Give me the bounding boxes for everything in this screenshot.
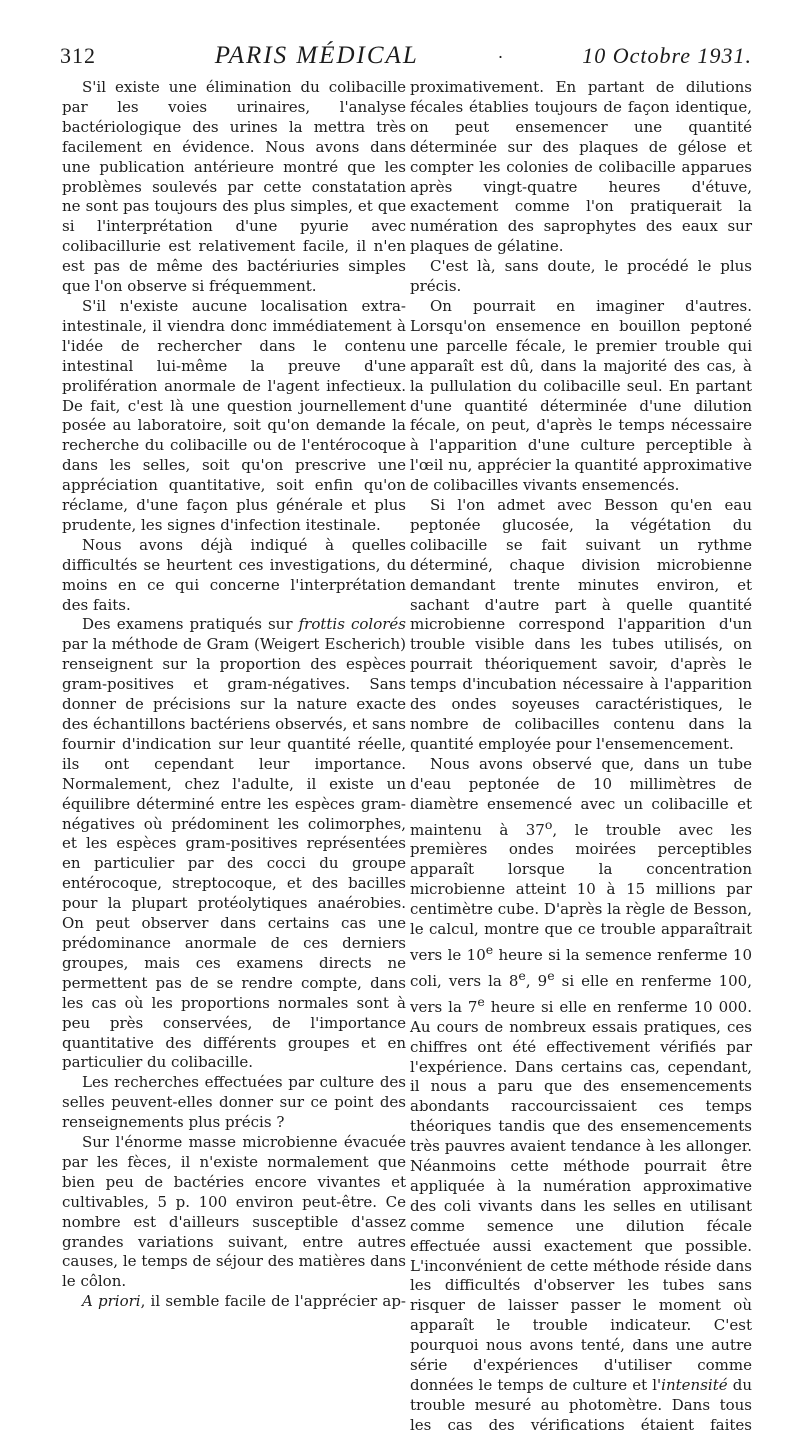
issue-date: 10 Octobre 1931. [582, 43, 752, 68]
italic-term: A priori [82, 1292, 141, 1311]
text-run: heure si la semence renferme 10 coli, vers la 8 [410, 945, 752, 990]
superscript: e [547, 967, 555, 983]
paragraph: S'il existe une élimination du colibacille par les voies urinaires, l'analyse bactériologique des urines la mettra très facilement en évidence. Nous avons dans une publication antérieure montré que les problèmes soulevés par cette constatation ne sont pas toujours des plus simples, et que si l'interprétation d'une pyurie avec colibacillurie est relativement facile, il n'en est pas de même des bactériuries simples que l'on observe si fréquemment. [62, 78, 406, 296]
paragraph: Nous avons déjà indiqué à quelles difficultés se heurtent ces investigations, du moins en ce qui concerne l'interprétation des faits. [62, 535, 406, 614]
text-run: par la méthode de Gram (Weigert Escherich) renseignent sur la proportion des espèces gram-positives et gram-négatives. Sans donner de précisions sur la nature exacte des échantillons bactériens observés, et sans fournir d'indication sur leur quantité réelle, ils ont cependant leur importance. Normalement, chez l'adulte, il existe un équilibre déterminé entre les espèces gram-négatives où prédominent les colimorphes, et les espèces gram-positives représentées en particulier par des cocci du groupe entérocoque, streptocoque, et des bacilles pour la plupart protéolytiques anaérobies. On peut observer dans certains cas une prédominance anormale de ces derniers groupes, mais ces examens directs ne permettent pas de se rendre compte, dans les cas où les proportions normales sont à peu près conservées, de l'importance quantitative des différents groupes et en particulier du colibacille. [62, 635, 406, 1072]
right-column [410, 78, 752, 1436]
text-run: heure si elle en renferme 10 000. Au cours de nombreux essais pratiques, ces chiffres ont été effectivement vérifiés par l'expérience. Dans certains cas, cependant, il nous a paru que des ensemencements abondants raccourcissaient ces temps théoriques tandis que des ensemencements très pauvres avaient tendance à les allonger. Néanmoins cette méthode pourrait être appliquée à la numération approximative des coli vivants dans les selles en utilisant comme semence une dilution fécale effectuée aussi exactement que possible. L'inconvénient de cette méthode réside dans les difficultés d'observer les tubes sans risquer de laisser passer le moment où apparaît le trouble indicateur. C'est pourquoi nous avons tenté, dans une autre série d'expériences d'utiliser comme données le temps de culture et l' [410, 997, 752, 1394]
superscript: e [485, 941, 494, 957]
page-number: 312 [60, 43, 96, 68]
paragraph: C'est là, sans doute, le procédé le plus précis. [410, 257, 752, 296]
running-header [60, 42, 752, 74]
paragraph [62, 615, 406, 1073]
paragraph: Les recherches effectuées par culture des selles peuvent-elles donner sur ce point des renseignements plus précis ? [62, 1073, 406, 1132]
text-run: , le trouble avec les premières ondes moirées perceptibles apparaît lorsque la concentration microbienne atteint 10 à 15 millions par centimètre cube. D'après la règle de Besson, le calcul, montre que ce trouble apparaîtrait vers le 10 [410, 820, 753, 964]
text-run: du trouble mesuré au photomètre. Dans tous les cas des vérifications étaient faites [410, 1376, 752, 1434]
superscript: e [477, 993, 485, 1009]
paragraph: proximativement. En partant de dilutions fécales établies toujours de façon identique, on peut ensemencer une quantité déterminée sur des plaques de gélose et compter les colonies de colibacille apparues après vingt-quatre heures d'étuve, exactement comme l'on pratiquerait la numération des saprophytes des eaux sur plaques de gélatine. [410, 78, 752, 256]
superscript: o [544, 816, 553, 832]
italic-term: frottis colorés [298, 615, 406, 634]
superscript: e [518, 967, 526, 983]
paragraph [62, 1292, 406, 1312]
italic-term: intensité [661, 1376, 728, 1394]
paragraph: S'il n'existe aucune localisation extra-intestinale, il viendra donc immédiatement à l'idée de rechercher dans le contenu intestinal lui-même la preuve d'une prolifération anormale de l'agent infectieux. De fait, c'est là une question journellement posée au laboratoire, soit qu'on demande la recherche du colibacille ou de l'entérocoque dans les selles, soit qu'on prescrive une appréciation quantitative, soit enfin qu'on réclame, d'une façon plus générale et plus prudente, les signes d'infection itestinale. [62, 296, 406, 534]
paragraph: On pourrait en imaginer d'autres. Lorsqu'on ensemence en bouillon peptoné une parcelle fécale, le premier trouble qui apparaît est dû, dans la majorité des cas, à la pullulation du colibacille seul. En partant d'une quantité déterminée d'une dilution fécale, on peut, d'après le temps nécessaire à l'apparition d'une culture perceptible à l'œil nu, apprécier la quantité approximative de colibacilles vivants ensemencés. [410, 296, 752, 495]
paragraph [410, 755, 752, 1436]
left-column [62, 78, 406, 1312]
text-run: Des examens pratiqués sur [82, 615, 299, 634]
text-run: , il semble facile de l'apprécier ap- [140, 1292, 406, 1311]
text-run: si elle en renferme 100, vers la 7 [410, 971, 752, 1016]
journal-title: PARIS MÉDICAL [214, 42, 419, 69]
text-run: , 9 [525, 971, 548, 990]
header-separator: · [497, 47, 504, 67]
paragraph: Sur l'énorme masse microbienne évacuée par les fèces, il n'existe normalement que bien peu de bactéries encore vivantes et cultivables, 5 p. 100 environ peut-être. Ce nombre est d'ailleurs susceptible d'assez grandes variations suivant, entre autres causes, le temps de séjour des matières dans le côlon. [62, 1133, 406, 1291]
paragraph: Si l'on admet avec Besson qu'en eau peptonée glucosée, la végétation du colibacille se fait suivant un rythme déterminé, chaque division microbienne demandant trente minutes environ, et sachant d'autre part à quelle quantité microbienne correspond l'apparition d'un trouble visible dans les tubes utilisés, on pourrait théoriquement savoir, d'après le temps d'incubation nécessaire à l'apparition des ondes soyeuses caractéristiques, le nombre de colibacilles contenu dans la quantité employée pour l'ensemencement. [410, 496, 752, 753]
text-run: Nous avons observé que, dans un tube d'eau peptonée de 10 millimètres de diamètre ensemencé avec un colibacille et maintenu à 37 [410, 754, 752, 839]
